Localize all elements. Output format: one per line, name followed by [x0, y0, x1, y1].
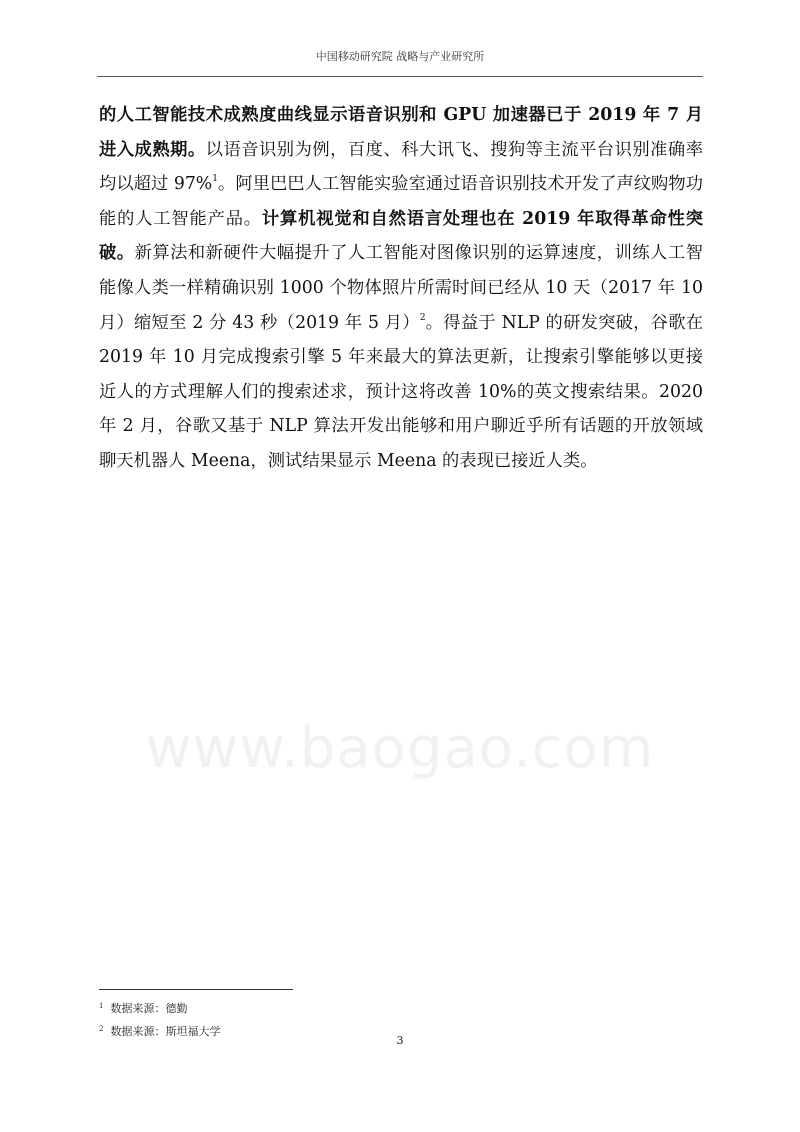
page-number: 3 — [396, 1034, 404, 1047]
footnote-text: 数据来源：德勤 — [110, 1002, 188, 1015]
footnote-text: 数据来源：斯坦福大学 — [110, 1025, 221, 1038]
body-text-1: 以语音识别为例，百度、科大讯飞、搜狗等主流平台识别准确率均以超过 97% — [99, 139, 703, 195]
footnote-ref-2[interactable]: 2 — [419, 312, 426, 323]
body-text-3: 新算法和新硬件大幅提升了人工智能对图像识别的运算速度，训练人工智能像人类一样精确识别 1000 个物体照片所需时间已经从 10 天（2017 年 10 月）缩短至 2 分 43 秒（2019 年 5 月） — [99, 243, 703, 333]
bold-statement-1: 的人工智能技术成熟度曲线显示语音识别和 GPU 加速器已于 2019 年 7 月进入成熟期。 — [99, 105, 703, 160]
page-header: 中国移动研究院 战略与产业研究所 — [315, 50, 485, 63]
body-paragraph — [99, 98, 703, 479]
footnote-number: 2 — [99, 1025, 104, 1033]
watermark: www.baogao.com — [145, 716, 655, 781]
footnote-ref-1[interactable]: 1 — [212, 174, 218, 185]
body-text-2: 。阿里巴巴人工智能实验室通过语音识别技术开发了声纹购物功能的人工智能产品。 — [99, 174, 703, 229]
header-divider — [97, 76, 703, 77]
body-text-4: 。得益于 NLP 的研发突破，谷歌在 2019 年 10 月完成搜索引擎 5 年来最大的算法更新，让搜索引擎能够以更接近人的方式理解人们的搜索述求，预计这将改善 10%的英文搜索结果。2020 年 2 月，谷歌又基于 NLP 算法开发出能够和用户聊近乎所有话题的开放领域聊天机器人 Meena，测试结果显示 Meena 的表现已接近人类。 — [99, 312, 703, 471]
footnote-1 — [99, 996, 220, 1019]
footnote-divider — [99, 989, 293, 990]
footnote-number: 1 — [99, 1002, 104, 1010]
bold-statement-2: 计算机视觉和自然语言处理也在 2019 年取得革命性突破。 — [99, 208, 703, 264]
